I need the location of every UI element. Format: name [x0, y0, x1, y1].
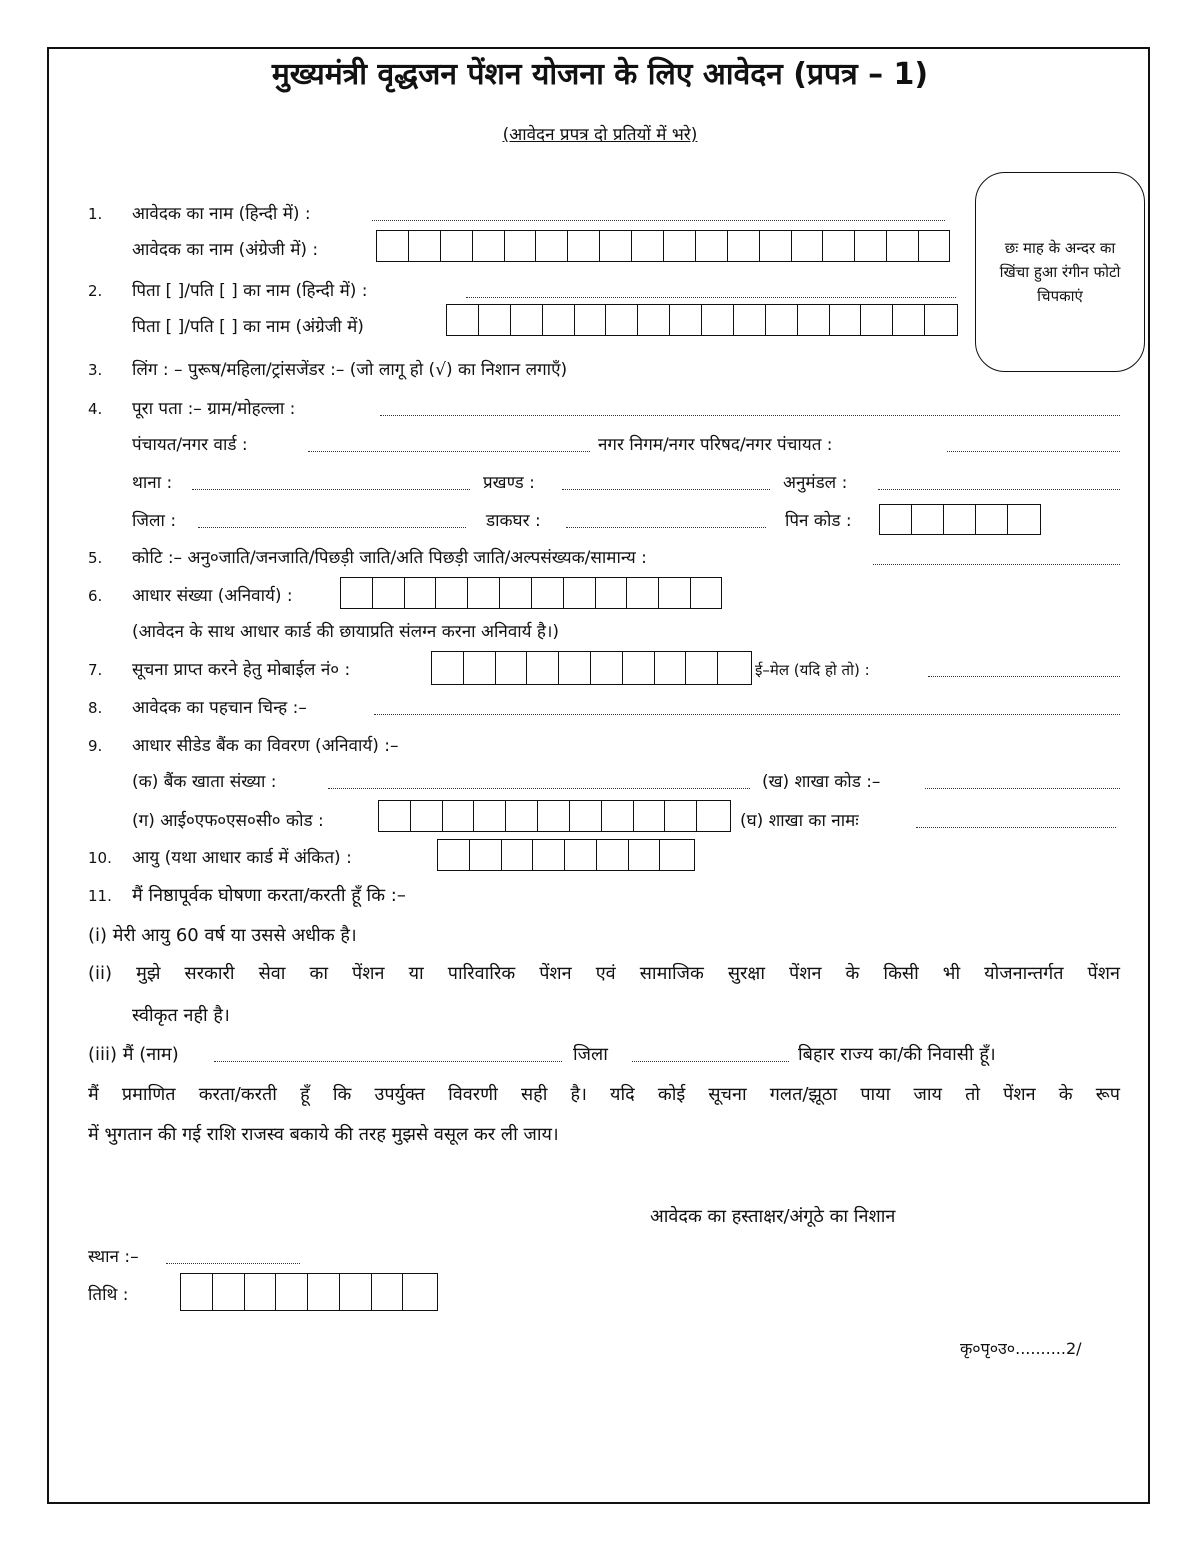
declare-heading: मैं निष्ठापूर्वक घोषणा करता/करती हूँ कि :–	[132, 885, 406, 906]
name-english-boxes[interactable]	[376, 230, 950, 262]
village-field[interactable]	[380, 415, 1120, 416]
declaration-resident-text: बिहार राज्य का/की निवासी हूँ।	[798, 1044, 996, 1065]
category-field[interactable]	[873, 564, 1120, 565]
certification-line2: में भुगतान की गई राशि राजस्व बकाये की तरह मुझसे वसूल कर ली जाय।	[88, 1124, 559, 1145]
identity-label: आवेदक का पहचान चिन्ह :–	[132, 698, 307, 718]
branch-code-label: (ख) शाखा कोड :–	[762, 772, 881, 792]
row-number: 11.	[88, 887, 112, 905]
account-label: (क) बैंक खाता संख्या :	[132, 772, 277, 792]
father-hindi-label: पिता [ ]/पति [ ] का नाम (हिन्दी में) :	[132, 281, 368, 301]
row-number: 7.	[88, 661, 103, 679]
bank-label: आधार सीडेड बैंक का विवरण (अनिवार्य) :–	[132, 736, 399, 756]
row-number: 1.	[88, 205, 103, 223]
row-number: 2.	[88, 282, 103, 300]
prakhand-label: प्रखण्ड :	[483, 473, 535, 493]
pincode-boxes[interactable]	[879, 504, 1041, 535]
row-number: 3.	[88, 361, 103, 379]
page-continuation: कृ०पृ०उ०..........2/	[960, 1339, 1082, 1358]
mobile-boxes[interactable]	[431, 651, 752, 685]
aadhaar-boxes[interactable]	[340, 577, 722, 609]
branch-code-field[interactable]	[925, 788, 1120, 789]
row-number: 5.	[88, 549, 103, 567]
branch-name-label: (घ) शाखा का नामः	[740, 811, 859, 831]
nagar-field[interactable]	[947, 451, 1120, 452]
row-number: 8.	[88, 699, 103, 717]
age-label: आयु (यथा आधार कार्ड में अंकित) :	[132, 848, 352, 868]
branch-name-field[interactable]	[916, 827, 1116, 828]
row-number: 4.	[88, 400, 103, 418]
age-boxes[interactable]	[437, 839, 695, 871]
ifsc-label: (ग) आई०एफ०एस०सी० कोड :	[132, 811, 324, 831]
nagar-label: नगर निगम/नगर परिषद/नगर पंचायत :	[598, 435, 833, 455]
photo-box[interactable]: छः माह के अन्दर का खिंचा हुआ रंगीन फोटो चिपकाएं	[975, 172, 1145, 372]
declaration-district-field[interactable]	[632, 1061, 789, 1062]
email-label: ई–मेल (यदि हो तो) :	[755, 661, 870, 679]
name-hindi-label: आवेदक का नाम (हिन्दी में) :	[132, 204, 311, 224]
aadhaar-note: (आवेदन के साथ आधार कार्ड की छायाप्रति संलग्न करना अनिवार्य है।)	[132, 622, 560, 642]
row-number: 6.	[88, 587, 103, 605]
aadhaar-label: आधार संख्या (अनिवार्य) :	[132, 586, 293, 606]
ifsc-boxes[interactable]	[378, 800, 731, 832]
declaration-iii-name-label: (iii) मैं (नाम)	[88, 1044, 179, 1065]
prakhand-field[interactable]	[562, 489, 770, 490]
father-english-boxes[interactable]	[446, 304, 958, 336]
email-field[interactable]	[928, 676, 1120, 677]
declaration-ii-line1: (ii) मुझे सरकारी सेवा का पेंशन या पारिवारिक पेंशन एवं सामाजिक सुरक्षा पेंशन के किसी भी योजनान्तर्गत पेंशन	[88, 963, 1120, 984]
father-hindi-field[interactable]	[466, 297, 956, 298]
dakghar-field[interactable]	[566, 527, 766, 528]
thana-label: थाना :	[132, 473, 173, 493]
page-subtitle: (आवेदन प्रपत्र दो प्रतियों में भरे)	[502, 125, 698, 145]
place-label: स्थान :–	[88, 1247, 139, 1267]
row-number: 9.	[88, 737, 103, 755]
anumandal-field[interactable]	[878, 489, 1120, 490]
panchayat-field[interactable]	[308, 451, 590, 452]
address-label: पूरा पता :– ग्राम/मोहल्ला :	[132, 399, 296, 419]
declaration-district-label: जिला	[573, 1044, 608, 1065]
name-hindi-field[interactable]	[372, 220, 945, 221]
identity-field[interactable]	[374, 714, 1120, 715]
father-english-label: पिता [ ]/पति [ ] का नाम (अंग्रेजी में)	[132, 317, 364, 337]
page-title: मुख्यमंत्री वृद्धजन पेंशन योजना के लिए आवेदन (प्रपत्र – 1)	[271, 57, 929, 92]
declaration-ii-line2: स्वीकृत नही है।	[132, 1005, 230, 1026]
gender-label: लिंग : – पुरूष/महिला/ट्रांसजेंडर :– (जो लागू हो (√) का निशान लगाएँ)	[132, 360, 568, 380]
declaration-i: (i) मेरी आयु 60 वर्ष या उससे अधीक है।	[88, 925, 357, 946]
place-field[interactable]	[166, 1263, 300, 1264]
pincode-label: पिन कोड :	[785, 511, 852, 531]
jila-field[interactable]	[198, 527, 466, 528]
jila-label: जिला :	[132, 511, 177, 531]
thana-field[interactable]	[192, 489, 470, 490]
name-english-label: आवेदक का नाम (अंग्रेजी में) :	[132, 240, 319, 260]
date-label: तिथि :	[88, 1285, 129, 1305]
signature-label: आवेदक का हस्ताक्षर/अंगूठे का निशान	[650, 1206, 896, 1227]
date-boxes[interactable]	[180, 1273, 438, 1311]
panchayat-label: पंचायत/नगर वार्ड :	[132, 435, 248, 455]
category-label: कोटि :– अनु०जाति/जनजाति/पिछड़ी जाति/अति पिछड़ी जाति/अल्पसंख्यक/सामान्य :	[132, 548, 647, 568]
account-field[interactable]	[328, 788, 750, 789]
declaration-name-field[interactable]	[214, 1061, 562, 1062]
dakghar-label: डाकघर :	[486, 511, 541, 531]
anumandal-label: अनुमंडल :	[783, 473, 848, 493]
row-number: 10.	[88, 849, 112, 867]
mobile-label: सूचना प्राप्त करने हेतु मोबाईल नं० :	[132, 660, 351, 680]
certification-line1: मैं प्रमाणित करता/करती हूँ कि उपर्युक्त विवरणी सही है। यदि कोई सूचना गलत/झूठा पाया जाय तो पेंशन के रूप	[88, 1084, 1120, 1105]
